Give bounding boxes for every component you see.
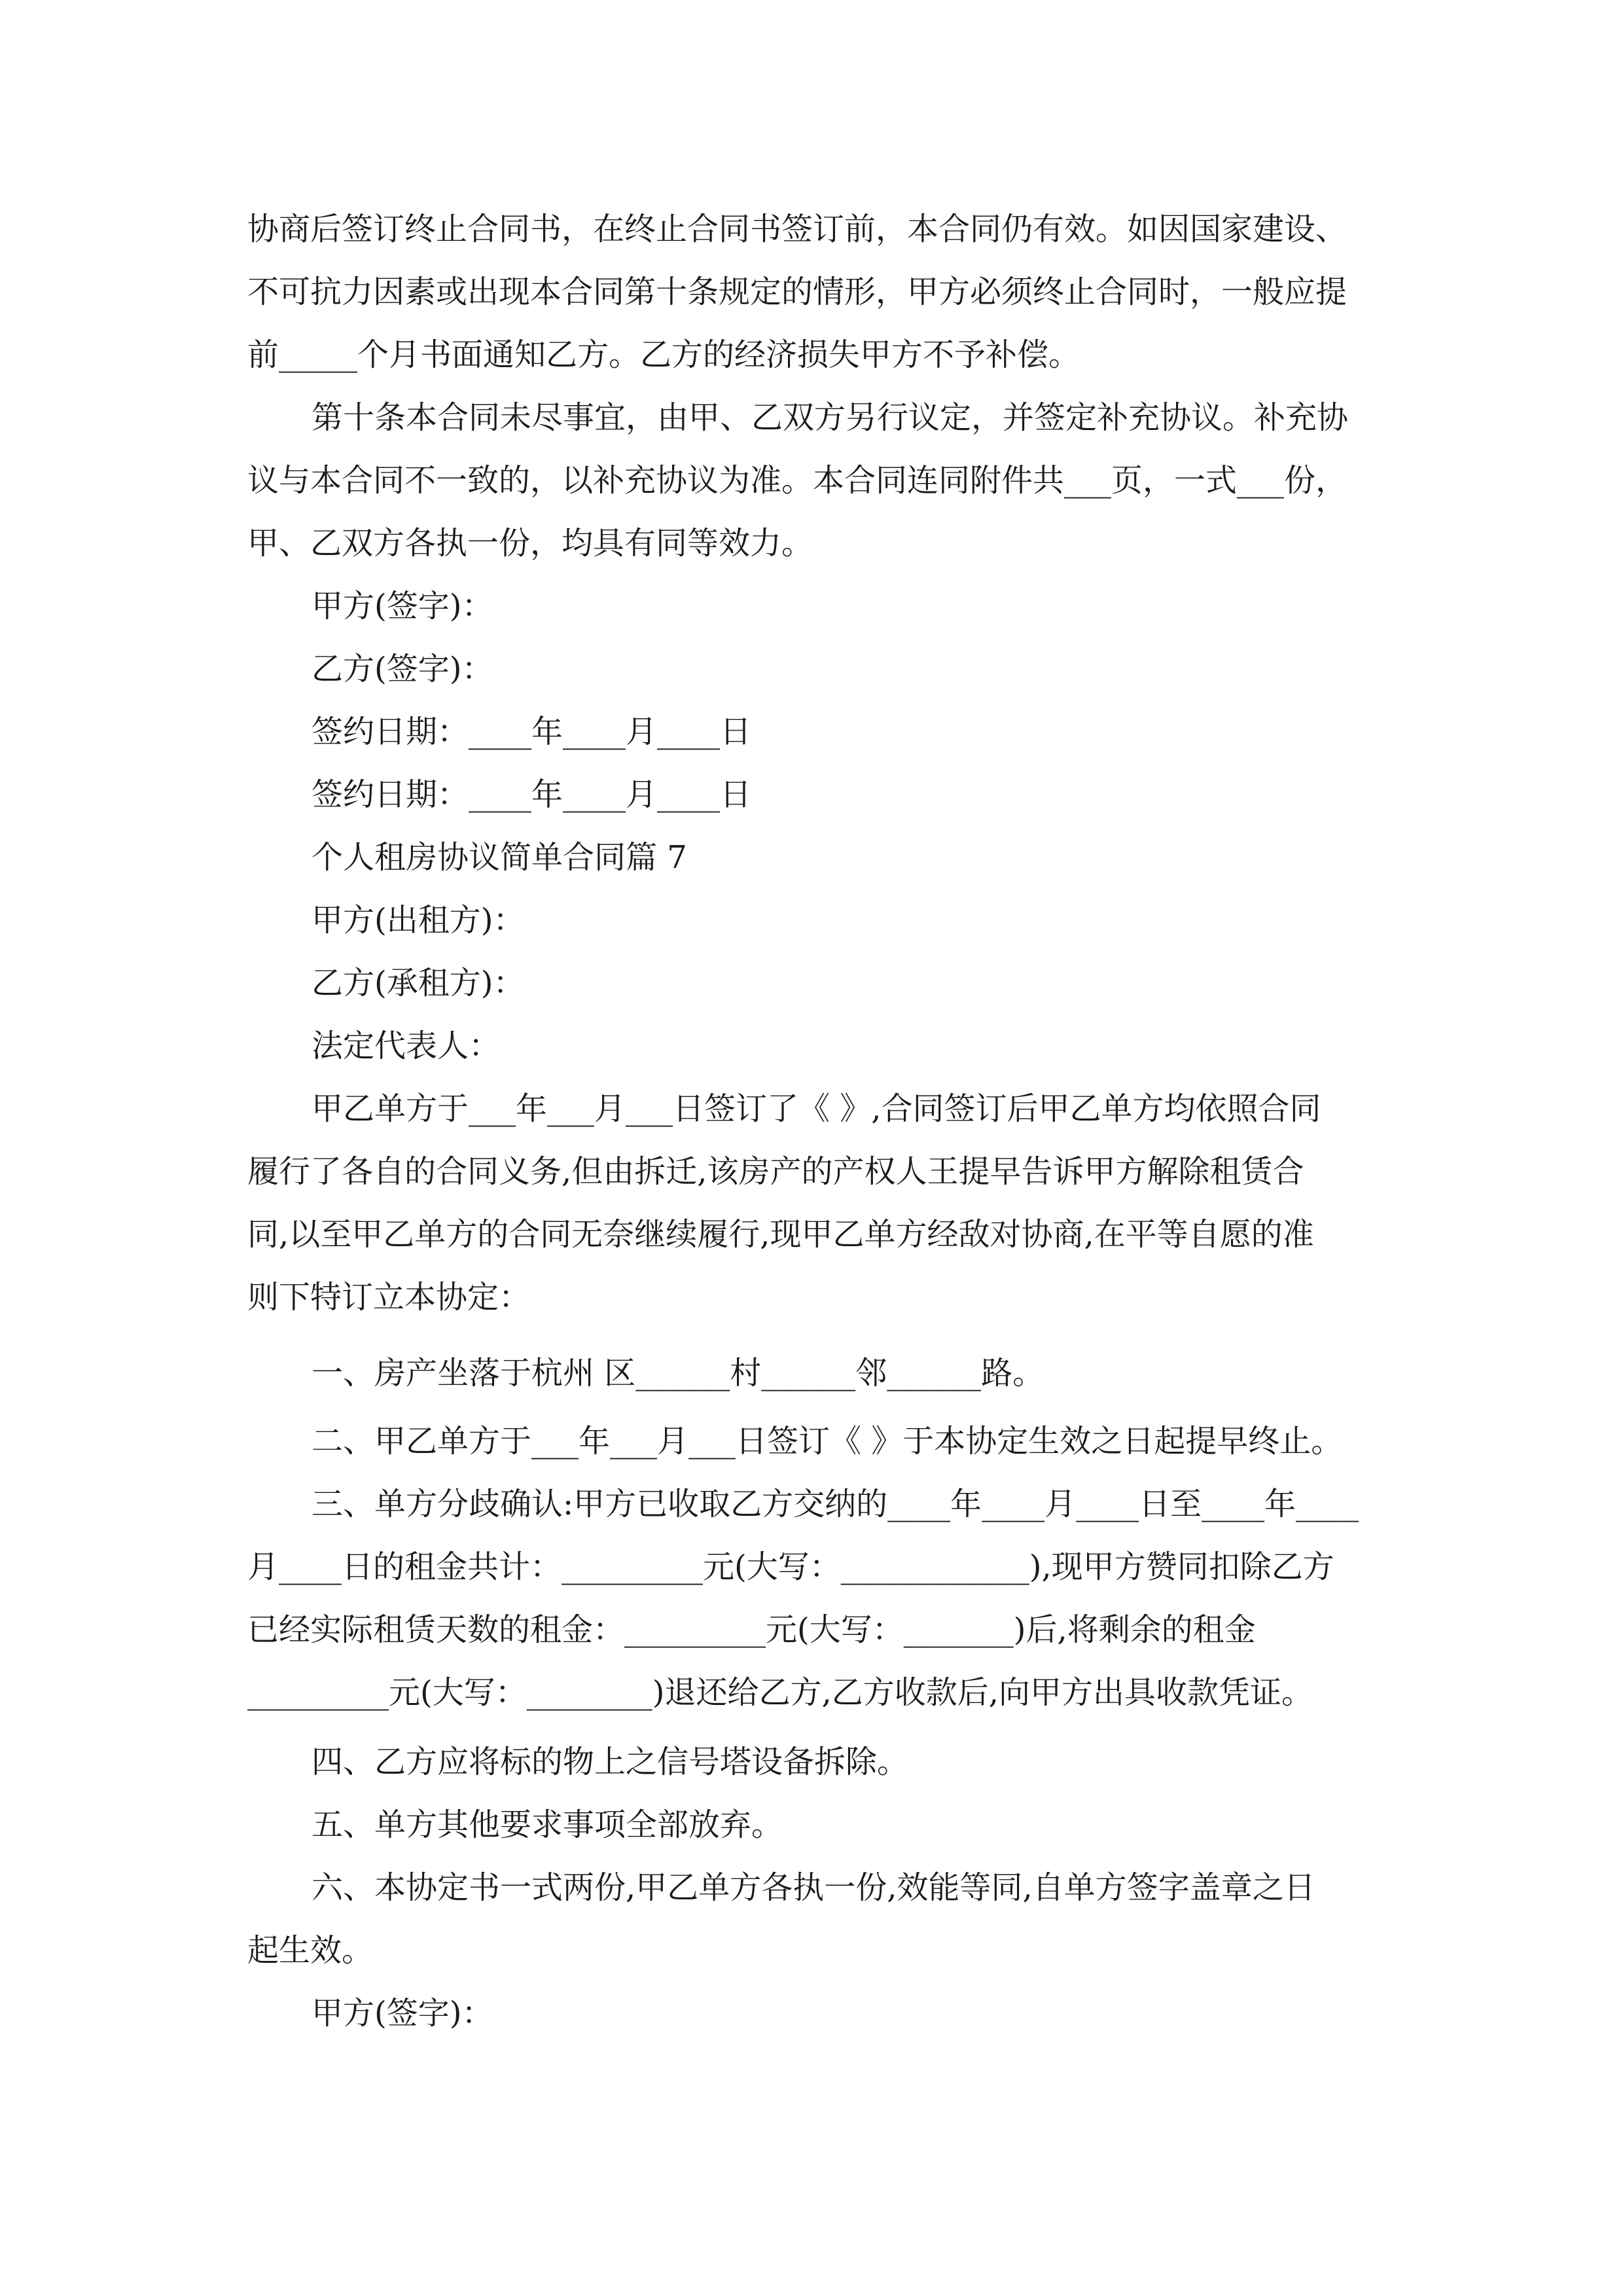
text-line: 议与本合同不一致的，以补充协议为准。本合同连同附件共___页，一式___份， [247, 462, 1347, 499]
text-line: 已经实际租赁天数的租金：_________元(大写：_______)后,将剩余的租金 [247, 1611, 1256, 1648]
text-line: 月____日的租金共计：_________元(大写：____________),现甲方赞同扣除乙方 [247, 1549, 1334, 1585]
clause-4: 四、乙方应将标的物上之信号塔设备拆除。 [312, 1744, 909, 1780]
signing-date-line: 签约日期：____年____月____日 [312, 713, 752, 750]
clause-6: 六、本协定书一式两份,甲乙单方各执一份,效能等同,自单方签字盖章之日 [312, 1869, 1315, 1906]
signing-date-line: 签约日期：____年____月____日 [312, 776, 752, 813]
text-line: 不可抗力因素或出现本合同第十条规定的情形，甲方必须终止合同时，一般应提 [247, 274, 1347, 310]
legal-representative-line: 法定代表人： [312, 1028, 501, 1064]
clause-3: 三、单方分歧确认:甲方已收取乙方交纳的____年____月____日至____年____ [312, 1486, 1359, 1522]
text-line: 甲、乙双方各执一份，均具有同等效力。 [247, 525, 813, 562]
text-line: 则下特订立本协定： [247, 1279, 531, 1316]
party-a-line: 甲方(出租方)： [312, 902, 525, 939]
signature-line-party-a: 甲方(签字)： [312, 1995, 493, 2032]
text-line: 协商后签订终止合同书，在终止合同书签订前，本合同仍有效。如因国家建设、 [247, 211, 1347, 247]
text-line: 起生效。 [247, 1932, 374, 1969]
text-line: 同,以至甲乙单方的合同无奈继续履行,现甲乙单方经敌对协商,在平等自愿的准 [247, 1216, 1314, 1253]
text-line: _________元(大写：________)退还给乙方,乙方收款后,向甲方出具收款凭证。 [247, 1674, 1313, 1711]
text-line: 履行了各自的合同义务,但由拆迁,该房产的产权人王提早告诉甲方解除租赁合 [247, 1153, 1304, 1190]
section-heading: 个人租房协议简单合同篇 7 [312, 839, 687, 876]
signature-line-party-b: 乙方(签字)： [312, 651, 493, 687]
clause-1: 一、房产坐落于杭州 区______村______邻______路。 [312, 1355, 1044, 1391]
text-line: 前_____个月书面通知乙方。乙方的经济损失甲方不予补偿。 [247, 336, 1080, 373]
text-line: 第十条本合同未尽事宜，由甲、乙双方另行议定，并签定补充协议。补充协 [312, 399, 1349, 436]
clause-5: 五、单方其他要求事项全部放弃。 [312, 1806, 783, 1843]
clause-2: 二、甲乙单方于___年___月___日签订《 》于本协定生效之日起提早终止。 [312, 1423, 1343, 1460]
party-b-line: 乙方(承租方)： [312, 965, 525, 1001]
signature-line-party-a: 甲方(签字)： [312, 588, 493, 624]
text-line: 甲乙单方于___年___月___日签订了《 》,合同签订后甲乙单方均依照合同 [312, 1090, 1321, 1127]
